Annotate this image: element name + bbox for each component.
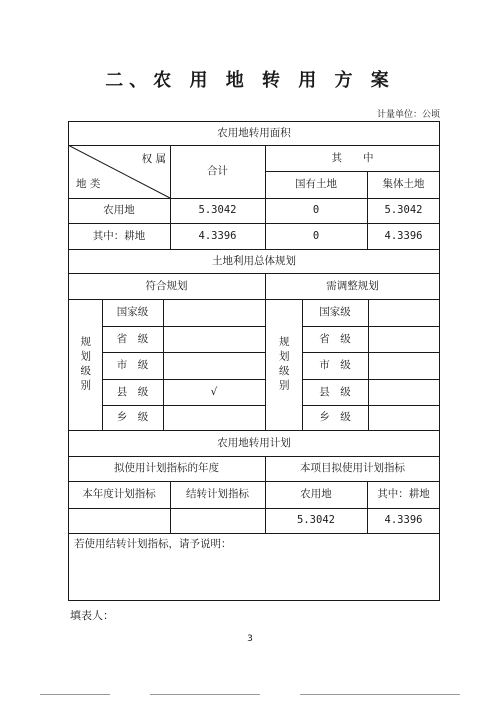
col-cultivated: 其中：耕地: [377, 488, 430, 501]
scan-edge-mark: [40, 694, 110, 695]
col-carryover-quota: 结转计划指标: [186, 488, 249, 501]
header-category: 地 类: [76, 177, 101, 190]
level-county-left: 县 级: [116, 385, 149, 398]
level-national-left: 国家级: [116, 306, 149, 319]
row-farmland-total: 5.3042: [198, 204, 237, 217]
filled-by-label: 填表人：: [70, 609, 114, 622]
row-cultivated-collective: 4.3396: [384, 229, 423, 242]
level-provincial-right: 省 级: [319, 332, 351, 345]
level-national-right: 国家级: [319, 306, 351, 319]
value-farmland: 5.3042: [297, 514, 335, 527]
value-current-year: [68, 508, 170, 533]
row-cultivated-state: 0: [312, 229, 320, 242]
checkmark-county: √: [210, 385, 218, 398]
scan-edge-mark: [300, 694, 460, 695]
col-current-year-quota: 本年度计划指标: [82, 488, 156, 501]
plan-section-heading: 土地利用总体规划: [212, 254, 296, 267]
level-provincial-left: 省 级: [116, 332, 149, 345]
header-total: 合计: [207, 165, 228, 178]
value-carryover: [170, 508, 265, 533]
page-title: 二、农 用 地 转 用 方 案: [105, 70, 395, 91]
row-cultivated-label: 其中：耕地: [92, 229, 146, 242]
header-of-which: 其 中: [331, 151, 374, 164]
unit-label: 计量单位：公顷: [376, 110, 440, 120]
scan-edge-mark: [150, 694, 260, 695]
col-farmland: 农用地: [300, 488, 332, 501]
level-city-left: 市 级: [116, 359, 149, 372]
quota-year-heading: 拟使用计划指标的年度: [114, 462, 219, 475]
row-farmland-collective: 5.3042: [384, 204, 423, 217]
quota-section-heading: 农用地转用计划: [217, 436, 291, 449]
header-collective-land: 集体土地: [382, 178, 425, 191]
plan-level-side-label-left: 规划级别: [79, 335, 92, 394]
mark-national-left: [163, 299, 265, 326]
page-number: 3: [247, 634, 253, 644]
mark-provincial-left: [163, 326, 265, 352]
header-state-land: 国有土地: [295, 178, 337, 191]
level-township-right: 乡 级: [319, 411, 351, 424]
area-section-heading: 农用地转用面积: [217, 126, 291, 139]
plan-compliant-heading: 符合规划: [145, 279, 188, 292]
level-township-left: 乡 级: [116, 411, 149, 424]
level-city-right: 市 级: [319, 359, 351, 372]
value-cultivated: 4.3396: [384, 514, 423, 527]
plan-level-side-label-right: 规划级别: [277, 335, 290, 394]
row-farmland-label: 农用地: [103, 204, 135, 217]
header-ownership: 权 属: [141, 152, 166, 165]
level-county-right: 县 级: [319, 385, 351, 398]
row-farmland-state: 0: [312, 204, 320, 217]
mark-city-left: [163, 352, 265, 379]
carryover-note-label: 若使用结转计划指标，请予说明：: [74, 538, 232, 550]
quota-project-heading: 本项目拟使用计划指标: [300, 462, 405, 475]
plan-adjust-heading: 需调整规划: [326, 279, 379, 292]
row-cultivated-total: 4.3396: [198, 229, 237, 242]
mark-township-left: [163, 405, 265, 430]
